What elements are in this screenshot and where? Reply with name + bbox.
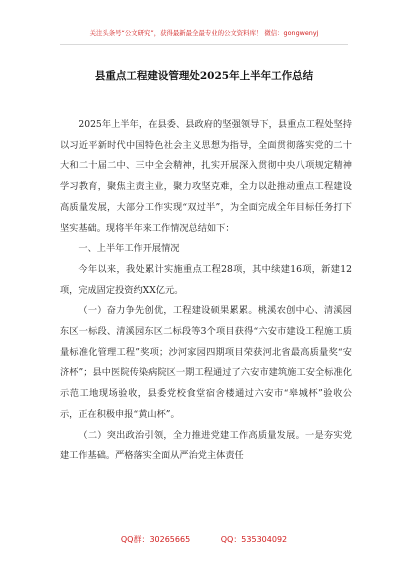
- paragraph-party-building: （二）突出政治引领，全力推进党建工作高质量发展。一是夯实党建工作基础。严格落实全面从严治党主体责任: [60, 429, 352, 462]
- paragraph-summary: 今年以来，我处累计实施重点工程28项，其中续建16项，新建12项，完成固定投资约XX亿元。: [60, 263, 352, 296]
- document-title: 县重点工程建设管理处2025年上半年工作总结: [94, 70, 314, 82]
- header-divider: [60, 44, 348, 45]
- paragraph-achievements: （一）奋力争先创优，工程建设硕果累累。桃溪农创中心、清溪园东区一标段、清溪园东区二标段等3个项目获得“六安市建设工程施工质量标准化管理工程”奖项；沙河家园四期项目荣获河北省最高质量奖“安济杯”；县中医院传染病院区一期工程通过了六安市建筑施工安全标准化示范工地现场验收，县委党校食堂宿舍楼通过六安市“皋城杯”验收公示，正在积极申报“黄山杯”。: [60, 305, 352, 420]
- footer-contact: [0, 534, 408, 545]
- document-body: [60, 115, 352, 467]
- footer-qq-group: QQ群：30265665: [120, 535, 191, 544]
- paragraph-intro: 2025年上半年，在县委、县政府的坚强领导下，县重点工程处坚持以习近平新时代中国特色社会主义思想为指导，全面贯彻落实党的二十大和二十届二中、三中全会精神，扎实开展深入贯彻中央八项规定精神学习教育，聚焦主责主业，聚力攻坚克难，全力以赴推动重点工程建设高质量发展，大部分工作实现“双过半”，为全面完成全年目标任务打下坚实基础。现将半年来工作情况总结如下：: [60, 119, 352, 234]
- header-promo-text: 关注头条号“公文研究”，获得最新最全最专业的公文资料库！ 微信：gongwenyj: [89, 29, 319, 37]
- section-heading: 一、上半年工作开展情况: [78, 243, 180, 255]
- footer-qq-number: QQ：535304092: [220, 535, 288, 544]
